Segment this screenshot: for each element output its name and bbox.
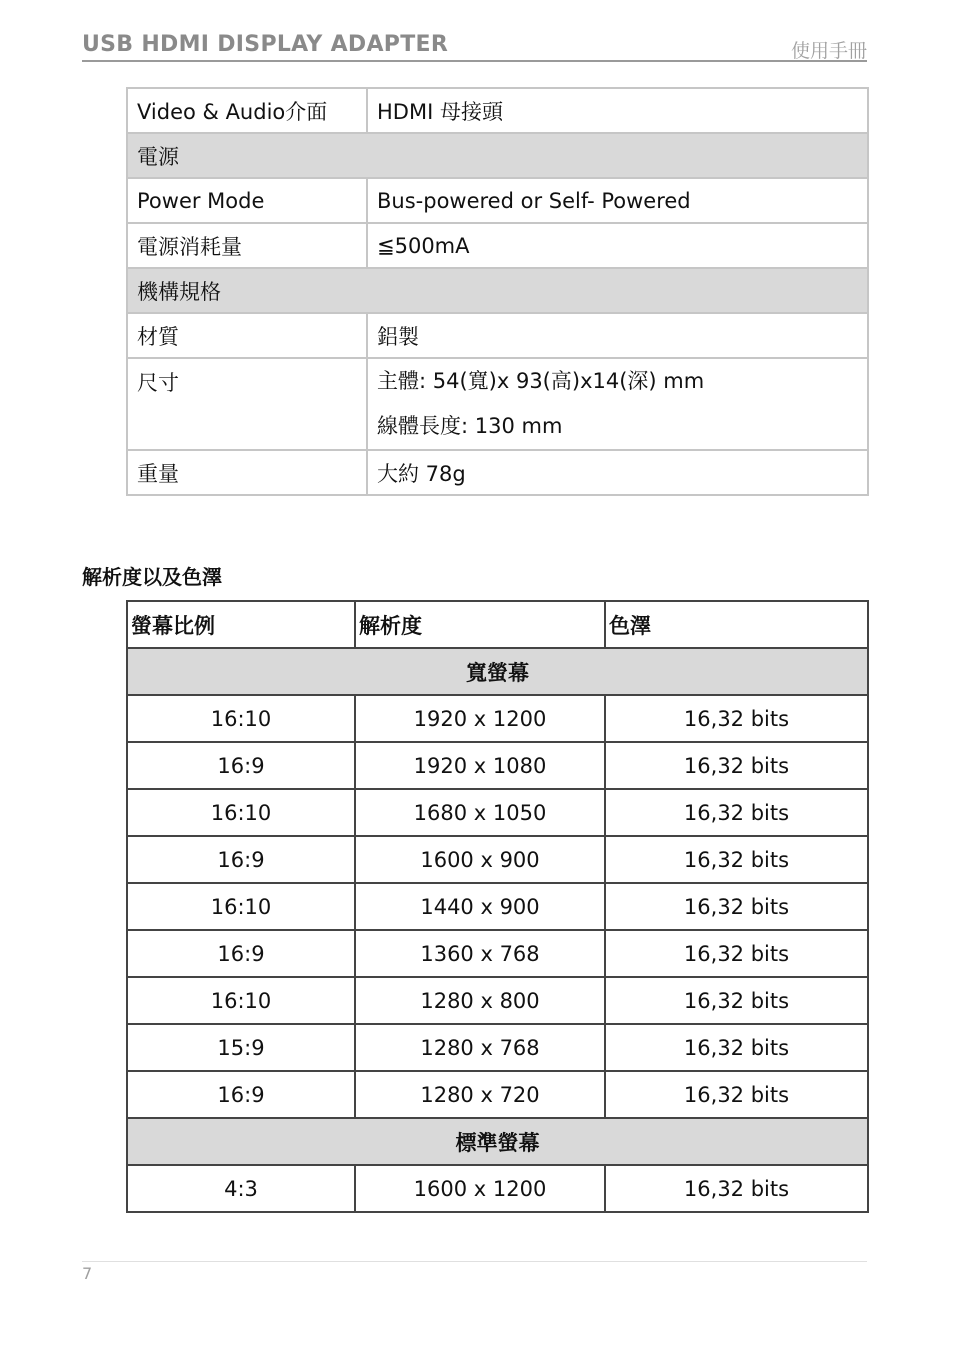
cell-color-depth: 16,32 bits	[605, 1165, 868, 1212]
spec-value: Bus-powered or Self- Powered	[367, 178, 868, 223]
table-row	[127, 695, 868, 742]
cell-resolution: 1920 x 1080	[355, 742, 605, 789]
footer-divider	[82, 1261, 867, 1262]
spec-value-line: 線體長度: 130 mm	[377, 414, 563, 438]
spec-section-row	[127, 133, 868, 178]
spec-label: 電源消耗量	[127, 223, 367, 268]
spec-label: Power Mode	[127, 178, 367, 223]
spec-value-line: 主體: 54(寬)x 93(高)x14(深) mm	[377, 369, 705, 393]
spec-label: 尺寸	[127, 358, 367, 450]
header-title: USB HDMI DISPLAY ADAPTER	[82, 32, 449, 57]
table-row	[127, 789, 868, 836]
cell-color-depth: 16,32 bits	[605, 695, 868, 742]
cell-resolution: 1600 x 1200	[355, 1165, 605, 1212]
spec-row	[127, 178, 868, 223]
group-label-widescreen: 寬螢幕	[127, 648, 868, 695]
cell-color-depth: 16,32 bits	[605, 977, 868, 1024]
table-row	[127, 1165, 868, 1212]
cell-resolution: 1920 x 1200	[355, 695, 605, 742]
spec-value-dimensions	[367, 358, 868, 450]
spec-value: ≦500mA	[367, 223, 868, 268]
cell-aspect-ratio: 16:9	[127, 930, 355, 977]
table-row	[127, 1024, 868, 1071]
table-row	[127, 1071, 868, 1118]
spec-label: Video & Audio介面	[127, 88, 367, 133]
group-row-standard	[127, 1118, 868, 1165]
section-title: 解析度以及色澤	[82, 565, 222, 589]
resolution-table-body	[127, 601, 868, 1212]
cell-color-depth: 16,32 bits	[605, 883, 868, 930]
cell-aspect-ratio: 16:10	[127, 977, 355, 1024]
cell-color-depth: 16,32 bits	[605, 1071, 868, 1118]
cell-color-depth: 16,32 bits	[605, 789, 868, 836]
header-manual-label: 使用手冊	[790, 40, 867, 62]
spec-value: 大約 78g	[367, 450, 868, 495]
column-header-resolution: 解析度	[355, 601, 605, 648]
table-row	[127, 977, 868, 1024]
cell-resolution: 1280 x 768	[355, 1024, 605, 1071]
cell-resolution: 1280 x 720	[355, 1071, 605, 1118]
table-row	[127, 883, 868, 930]
cell-color-depth: 16,32 bits	[605, 836, 868, 883]
table-row	[127, 930, 868, 977]
page-number: 7	[82, 1264, 93, 1283]
cell-aspect-ratio: 16:9	[127, 1071, 355, 1118]
spec-row	[127, 313, 868, 358]
cell-color-depth: 16,32 bits	[605, 930, 868, 977]
cell-resolution: 1360 x 768	[355, 930, 605, 977]
spec-row	[127, 88, 868, 133]
spec-section-power: 電源	[127, 133, 868, 178]
spec-label: 重量	[127, 450, 367, 495]
cell-color-depth: 16,32 bits	[605, 1024, 868, 1071]
resolution-table	[126, 600, 869, 1213]
column-header-aspect-ratio: 螢幕比例	[127, 601, 355, 648]
cell-aspect-ratio: 4:3	[127, 1165, 355, 1212]
spec-section-row	[127, 268, 868, 313]
spec-value: HDMI 母接頭	[367, 88, 868, 133]
group-row-widescreen	[127, 648, 868, 695]
column-header-color-depth: 色澤	[605, 601, 868, 648]
cell-aspect-ratio: 16:10	[127, 789, 355, 836]
table-row	[127, 836, 868, 883]
cell-resolution: 1600 x 900	[355, 836, 605, 883]
spec-row	[127, 450, 868, 495]
spec-row	[127, 223, 868, 268]
spec-table	[126, 87, 869, 496]
table-row	[127, 742, 868, 789]
cell-resolution: 1680 x 1050	[355, 789, 605, 836]
cell-aspect-ratio: 16:10	[127, 695, 355, 742]
cell-aspect-ratio: 15:9	[127, 1024, 355, 1071]
cell-color-depth: 16,32 bits	[605, 742, 868, 789]
cell-resolution: 1280 x 800	[355, 977, 605, 1024]
page-header	[82, 28, 867, 62]
spec-section-mechanical: 機構規格	[127, 268, 868, 313]
cell-aspect-ratio: 16:9	[127, 836, 355, 883]
spec-row	[127, 358, 868, 450]
group-label-standard: 標準螢幕	[127, 1118, 868, 1165]
cell-resolution: 1440 x 900	[355, 883, 605, 930]
spec-label: 材質	[127, 313, 367, 358]
table-header-row	[127, 601, 868, 648]
cell-aspect-ratio: 16:9	[127, 742, 355, 789]
spec-value: 鋁製	[367, 313, 868, 358]
cell-aspect-ratio: 16:10	[127, 883, 355, 930]
